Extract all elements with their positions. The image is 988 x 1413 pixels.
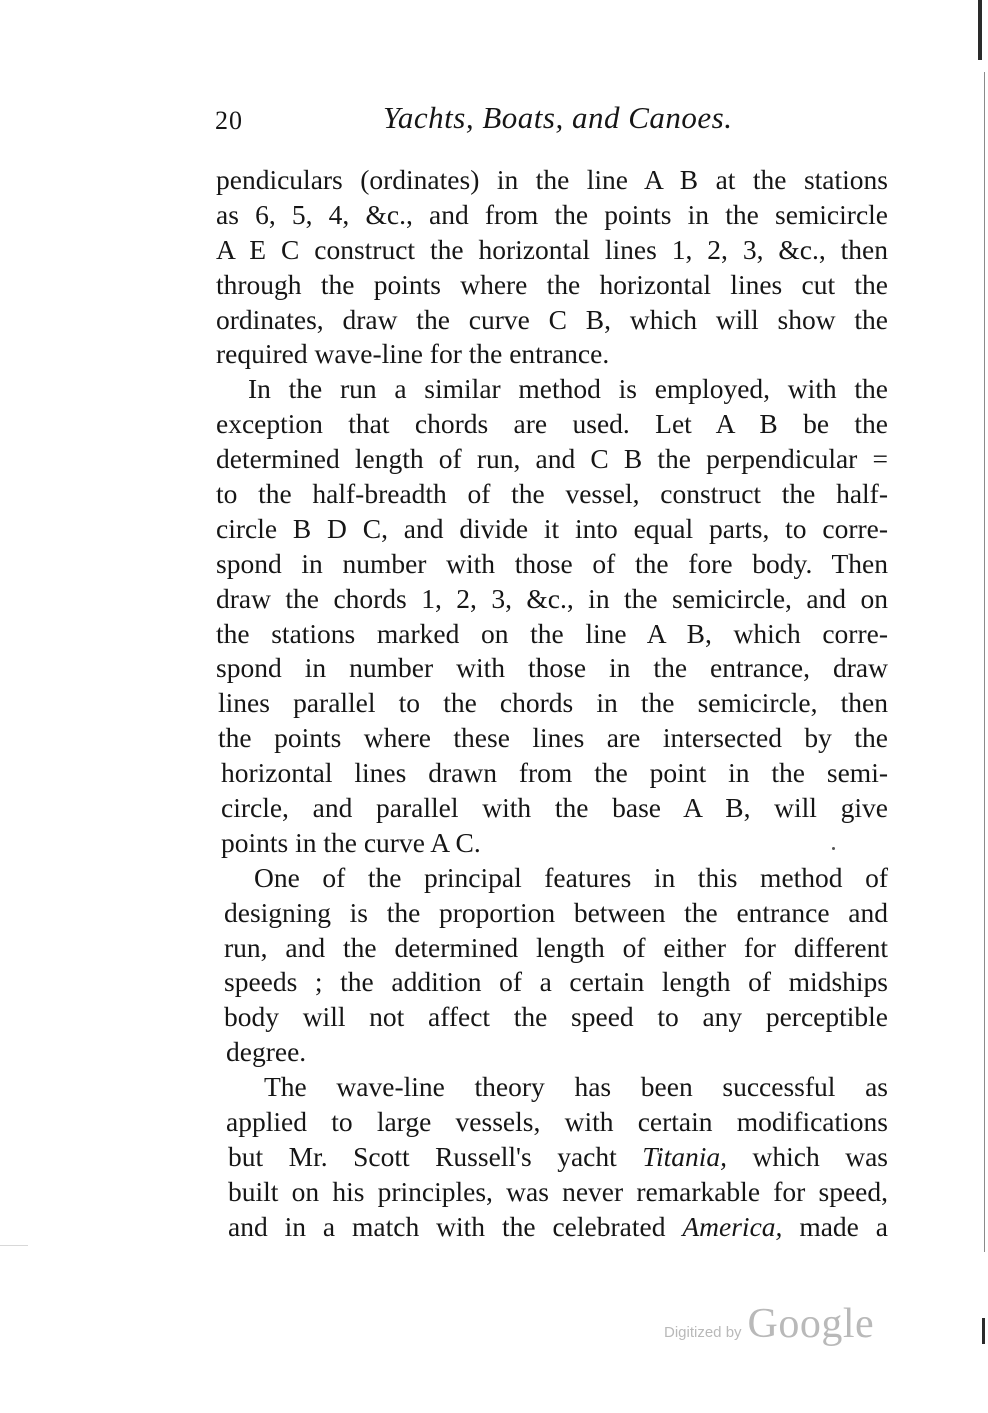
text-line: degree. (226, 1036, 307, 1068)
text-line: determined length of run, and C B the perpendicular = (216, 443, 888, 475)
text-line: points in the curve A C. (221, 826, 481, 858)
running-title: Yachts, Boats, and Canoes. (383, 100, 733, 135)
body-text (216, 163, 888, 1245)
text-line: the stations marked on the line A B, which corre- (216, 617, 888, 649)
text-segment: and in a match with the celebrated (228, 1210, 683, 1242)
watermark-prefix: Digitized by (664, 1324, 742, 1341)
text-line: A E C construct the horizontal lines 1, 2, 3, &c., then (216, 233, 888, 265)
paragraph-3 (216, 861, 888, 1070)
paragraph-1 (216, 163, 888, 372)
text-line: to the half-breadth of the vessel, construct the half- (216, 478, 888, 510)
ship-name-america: America, (682, 1210, 783, 1242)
text-line: speeds ; the addition of a certain length of midships (224, 966, 888, 998)
text-segment: which was (727, 1140, 888, 1172)
paragraph-2 (216, 372, 888, 860)
page-number: 20 (215, 106, 243, 135)
text-line: exception that chords are used. Let A B be the (216, 408, 888, 440)
text-line: In the run a similar method is employed, with the (248, 373, 888, 405)
scan-artifact-line (0, 1245, 28, 1246)
text-line: circle, and parallel with the base A B, will give (221, 792, 888, 824)
scan-edge-mark-bottom (982, 1318, 985, 1344)
text-segment: but Mr. Scott Russell's yacht (228, 1140, 643, 1172)
text-line: body will not affect the speed to any perceptible (224, 1001, 888, 1033)
text-segment: made a (782, 1210, 888, 1242)
text-line-with-ship-name (216, 1210, 888, 1245)
paragraph-4 (216, 1070, 888, 1244)
text-line: draw the chords 1, 2, 3, &c., in the semicircle, and on (216, 582, 888, 614)
running-head (215, 100, 735, 140)
text-line: designing is the proportion between the entrance and (224, 896, 888, 928)
text-line-with-ship-name (216, 1140, 888, 1175)
text-line: run, and the determined length of either for different (224, 931, 888, 963)
digitized-watermark (664, 1300, 874, 1350)
text-line: One of the principal features in this method of (254, 861, 888, 893)
text-line: as 6, 5, 4, &c., and from the points in the semicircle (216, 198, 888, 230)
text-line: the points where these lines are intersected by the (218, 722, 888, 754)
text-line: circle B D C, and divide it into equal parts, to corre- (216, 512, 888, 544)
google-logo: Google (747, 1301, 875, 1347)
text-line: lines parallel to the chords in the semicircle, then (218, 687, 888, 719)
text-line: spond in number with those of the fore body. Then (216, 547, 888, 579)
text-line: spond in number with those in the entrance, draw (216, 652, 888, 684)
text-line: The wave-line theory has been successful as (264, 1071, 888, 1103)
text-line: horizontal lines drawn from the point in the semi- (221, 757, 888, 789)
scan-edge-mark-top (978, 0, 982, 60)
text-line: required wave-line for the entrance. (216, 338, 610, 370)
text-line: through the points where the horizontal lines cut the (216, 268, 888, 300)
text-line: pendiculars (ordinates) in the line A B at the stations (216, 164, 888, 195)
scan-edge-line (984, 72, 985, 1252)
text-line: built on his principles, was never remarkable for speed, (228, 1175, 888, 1207)
text-line: applied to large vessels, with certain modifications (226, 1106, 888, 1138)
ship-name-titania: Titania, (642, 1140, 728, 1172)
text-line: ordinates, draw the curve C B, which will show the (216, 303, 888, 335)
